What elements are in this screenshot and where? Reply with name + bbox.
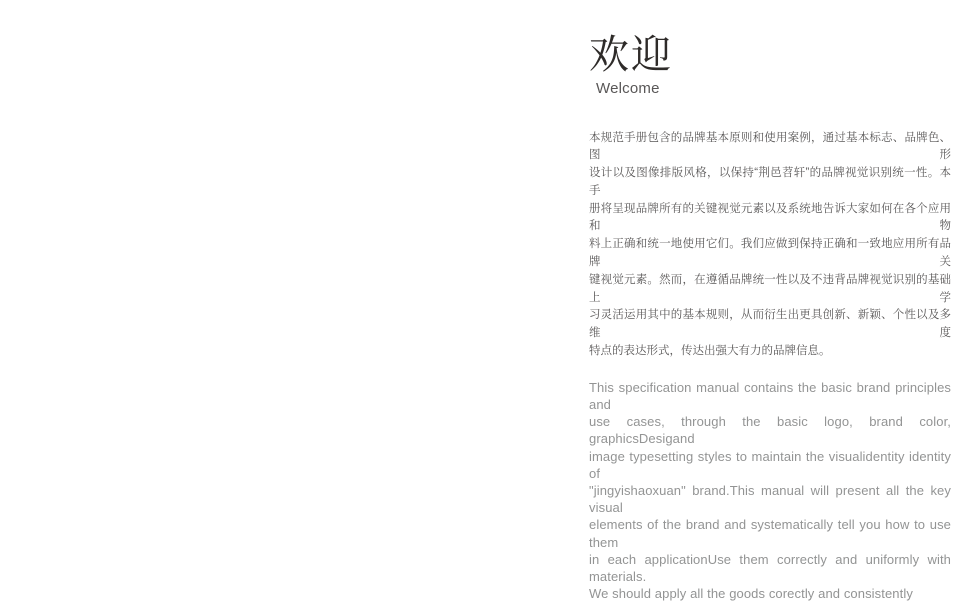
paragraph-line: "jingyishaoxuan" brand.This manual will present all the key visual: [589, 483, 951, 516]
paragraph-line: 册将呈现品牌所有的关键视觉元素以及系统地告诉大家如何在各个应用和物: [589, 202, 951, 233]
paragraph-line: image typesetting styles to maintain the visualidentity identity of: [589, 448, 951, 481]
welcome-content-column: [589, 34, 951, 603]
paragraph-line: 习灵活运用其中的基本规则，从而衍生出更具创新、新颖、个性以及多维度: [589, 309, 951, 340]
paragraph-line: This specification manual contains the basic brand principles and: [589, 379, 951, 413]
page-title-english: Welcome: [596, 80, 660, 97]
page-title-chinese: 欢迎: [589, 33, 673, 77]
intro-paragraph-english: [589, 379, 951, 603]
paragraph-line: elements of the brand and systematically tell you how to use them: [589, 517, 951, 550]
paragraph-line: in each applicationUse them correctly and uniformly with materials.: [589, 551, 951, 585]
intro-paragraph-chinese: [589, 130, 951, 361]
paragraph-line: 特点的表达形式，传达出强大有力的品牌信息。: [589, 345, 831, 358]
paragraph-line: 设计以及图像排版风格，以保持“荆邑苕轩”的品牌视觉识别统一性。本手: [589, 167, 951, 197]
paragraph-line: use cases, through the basic logo, brand color, graphicsDesigand: [589, 414, 951, 447]
paragraph-line: We should apply all the goods corectly and consistently: [589, 586, 913, 602]
paragraph-line: 料上正确和统一地使用它们。我们应做到保持正确和一致地应用所有品牌关: [589, 238, 951, 269]
paragraph-line: 键视觉元素。然而，在遵循品牌统一性以及不违背品牌视觉识别的基础上学: [589, 273, 951, 304]
paragraph-line: 本规范手册包含的品牌基本原则和使用案例，通过基本标志、品牌色、图形: [589, 131, 951, 162]
